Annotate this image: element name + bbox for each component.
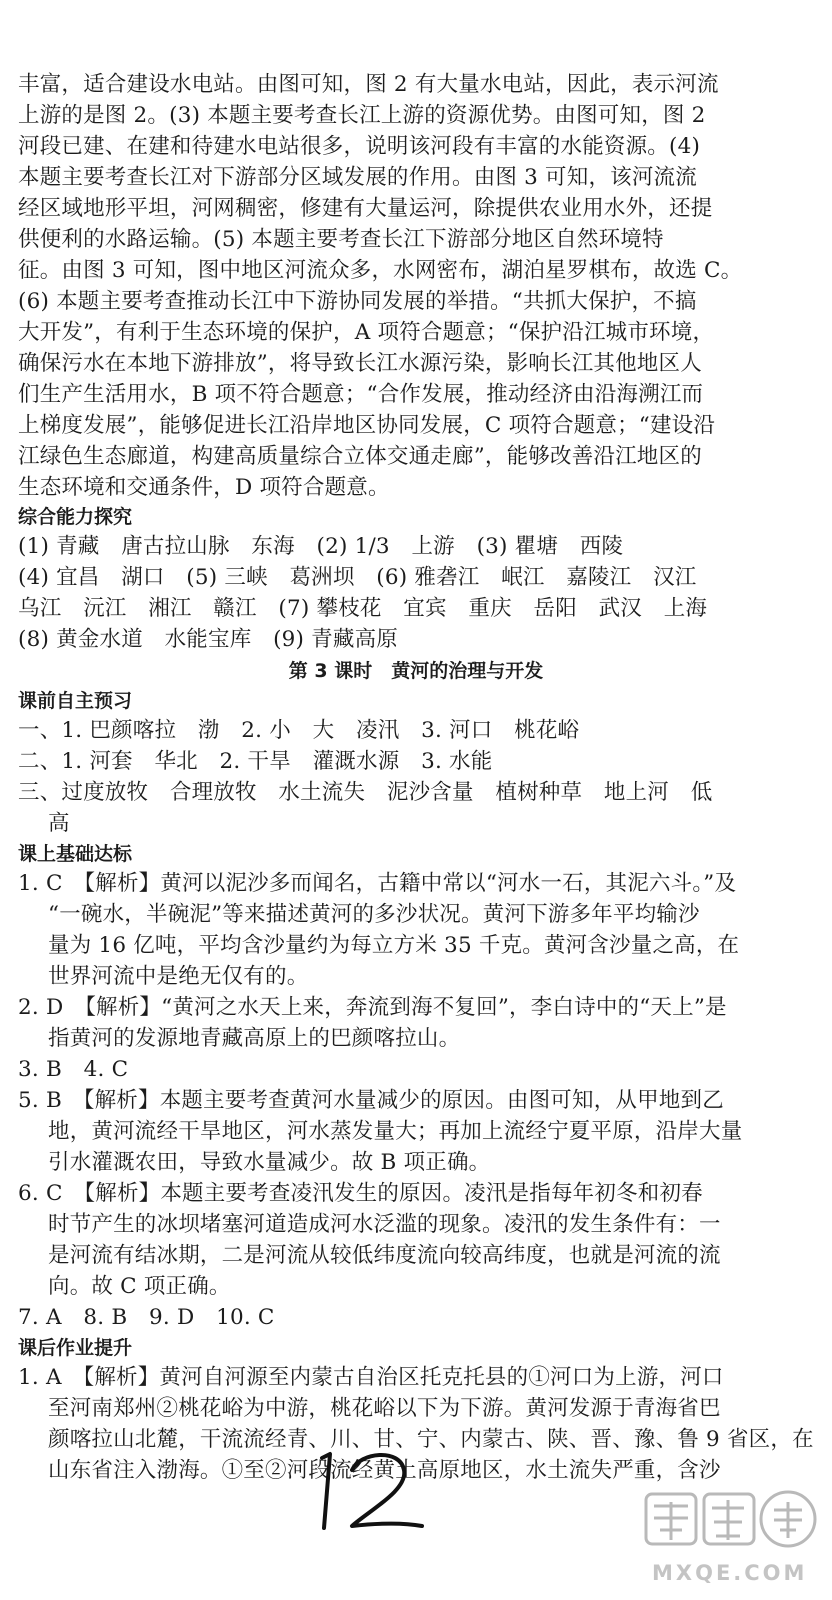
text-line: 1. A 【解析】黄河自河源至内蒙古自治区托克托县的①河口为上游，河口 [18, 1365, 724, 1390]
text-line: 向。故 C 项正确。 [48, 1274, 231, 1299]
text-line: 是河流有结冰期，二是河流从较低纬度流向较高纬度，也就是河流的流 [48, 1243, 721, 1268]
text-line: “一碗水，半碗泥”等来描述黄河的多沙状况。黄河下游多年平均输沙 [48, 902, 700, 927]
section-heading: 课上基础达标 [18, 843, 133, 865]
text-line: 山东省注入渤海。①至②河段流经黄土高原地区，水土流失严重，含沙 [48, 1458, 721, 1483]
text-line: 地，黄河流经干旱地区，河水蒸发量大；再加上流经宁夏平原，沿岸大量 [48, 1119, 743, 1144]
text-line: 指黄河的发源地青藏高原上的巴颜喀拉山。 [48, 1026, 461, 1051]
text-line: 生态环境和交通条件，D 项符合题意。 [18, 475, 390, 500]
text-line: 一、1. 巴颜喀拉 渤 2. 小 大 凌汛 3. 河口 桃花峪 [18, 718, 580, 743]
text-line: 高 [48, 811, 70, 836]
section-heading: 综合能力探究 [18, 506, 133, 528]
text-line: 确保污水在本地下游排放”，将导致长江水源污染，影响长江其他地区人 [18, 351, 702, 376]
text-line: 7. A 8. B 9. D 10. C [18, 1305, 275, 1330]
text-line: 至河南郑州②桃花峪为中游，桃花峪以下为下游。黄河发源于青海省巴 [48, 1396, 721, 1421]
text-line: 二、1. 河套 华北 2. 干旱 灌溉水源 3. 水能 [18, 749, 493, 774]
text-line: 上梯度发展”，能够促进长江沿岸地区协同发展，C 项符合题意；“建设沿 [18, 413, 716, 438]
svg-text:MXQE.COM: MXQE.COM [652, 1561, 808, 1585]
handwritten-page-number [300, 1440, 440, 1540]
text-line: (8) 黄金水道 水能宝库 (9) 青藏高原 [18, 627, 398, 652]
text-line: 1. C 【解析】黄河以泥沙多而闻名，古籍中常以“河水一石，其泥六斗。”及 [18, 871, 737, 896]
text-line: (4) 宜昌 湖口 (5) 三峡 葛洲坝 (6) 雅砻江 岷江 嘉陵江 汉江 [18, 565, 697, 590]
text-line: 颜喀拉山北麓，干流流经青、川、甘、宁、内蒙古、陕、晋、豫、鲁 9 省区，在 [48, 1427, 814, 1452]
text-line: 征。由图 3 可知，图中地区河流众多，水网密布，湖泊星罗棋布，故选 C。 [18, 258, 743, 283]
text-line: 供便利的水路运输。(5) 本题主要考查长江下游部分地区自然环境特 [18, 227, 664, 252]
watermark-logo [640, 1488, 822, 1596]
text-line: 们生产生活用水，B 项不符合题意；“合作发展，推动经济由沿海溯江而 [18, 382, 704, 407]
section-heading: 课前自主预习 [18, 690, 133, 712]
text-line: 河段已建、在建和待建水电站很多，说明该河段有丰富的水能资源。(4) [18, 134, 701, 159]
text-line: 2. D 【解析】“黄河之水天上来，奔流到海不复回”，李白诗中的“天上”是 [18, 995, 727, 1020]
text-line: 本题主要考查长江对下游部分区域发展的作用。由图 3 可知，该河流流 [18, 165, 697, 190]
text-line: 时节产生的冰坝堵塞河道造成河水泛滥的现象。凌汛的发生条件有：一 [48, 1212, 721, 1237]
text-line: 江绿色生态廊道，构建高质量综合立体交通走廊”，能够改善沿江地区的 [18, 444, 702, 469]
text-line: 5. B 【解析】本题主要考查黄河水量减少的原因。由图可知，从甲地到乙 [18, 1088, 724, 1113]
text-line: 3. B 4. C [18, 1057, 129, 1082]
text-line: 引水灌溉农田，导致水量减少。故 B 项正确。 [48, 1150, 491, 1175]
text-line: (6) 本题主要考查推动长江中下游协同发展的举措。“共抓大保护，不搞 [18, 289, 697, 314]
text-line: 经区域地形平坦，河网稠密，修建有大量运河，除提供农业用水外，还提 [18, 196, 713, 221]
text-line: 量为 16 亿吨，平均含沙量约为每立方米 35 千克。黄河含沙量之高，在 [48, 933, 740, 958]
text-line: 大开发”，有利于生态环境的保护，A 项符合题意；“保护沿江城市环境， [18, 320, 715, 345]
text-line: 世界河流中是绝无仅有的。 [48, 964, 309, 989]
text-line: 6. C 【解析】本题主要考查凌汛发生的原因。凌汛是指每年初冬和初春 [18, 1181, 703, 1206]
text-line: 三、过度放牧 合理放牧 水土流失 泥沙含量 植树种草 地上河 低 [18, 780, 713, 805]
text-line: 丰富，适合建设水电站。由图可知，图 2 有大量水电站，因此，表示河流 [18, 72, 719, 97]
lesson-title: 第 3 课时 黄河的治理与开发 [288, 660, 544, 682]
text-line: 上游的是图 2。(3) 本题主要考查长江上游的资源优势。由图可知，图 2 [18, 103, 706, 128]
text-line: (1) 青藏 唐古拉山脉 东海 (2) 1/3 上游 (3) 瞿塘 西陵 [18, 534, 624, 559]
text-line: 乌江 沅江 湘江 赣江 (7) 攀枝花 宜宾 重庆 岳阳 武汉 上海 [18, 596, 708, 621]
section-heading: 课后作业提升 [18, 1337, 133, 1359]
